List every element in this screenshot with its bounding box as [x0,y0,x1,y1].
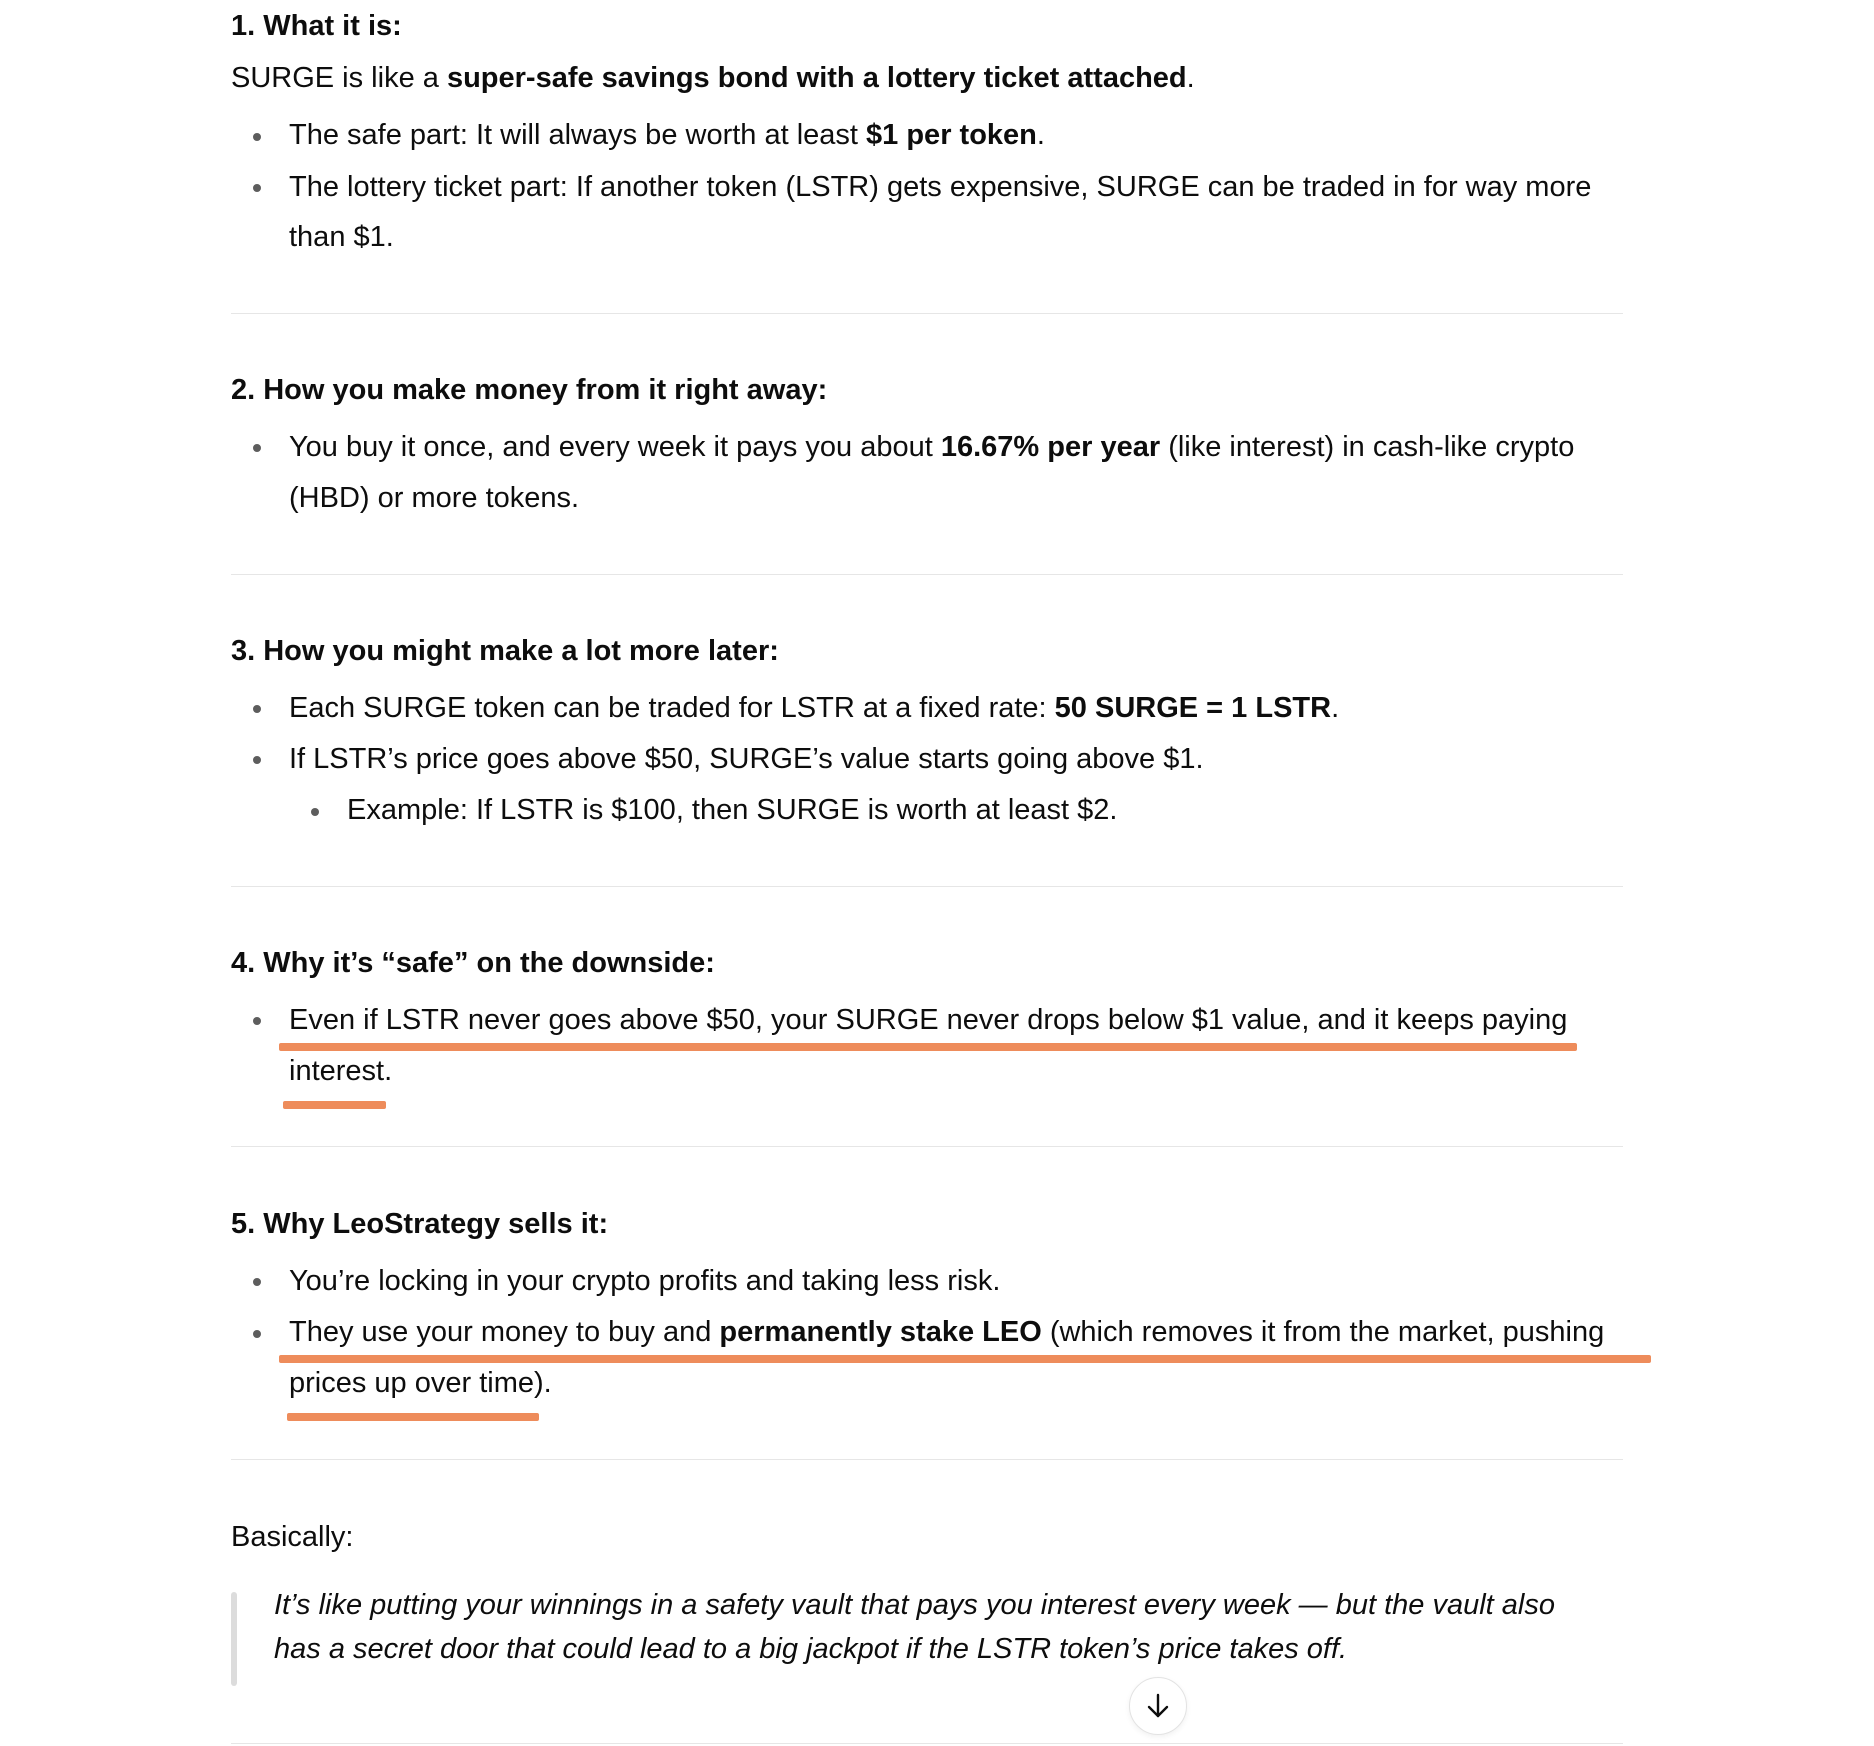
highlight-underline [279,1355,1651,1363]
summary-label: Basically: [231,1521,354,1553]
section-4-heading: 4. Why it’s “safe” on the downside: [231,947,715,979]
section-3-bullet-2: If LSTR’s price goes above $50, SURGE’s value starts going above $1. [289,743,1204,775]
summary-quote-line-1: It’s like putting your winnings in a safety vault that pays you interest every week — but the vault also [274,1589,1555,1621]
summary-quote-line-2: has a secret door that could lead to a big jackpot if the LSTR token’s price takes off. [274,1633,1348,1665]
section-4-bullet-1-line-1: Even if LSTR never goes above $50, your SURGE never drops below $1 value, and it keeps paying [289,1004,1568,1036]
bullet-dot [253,1017,261,1025]
section-2-bullet-1-line-2: (HBD) or more tokens. [289,482,580,514]
bullet-dot [253,444,261,452]
arrow-down-icon [1145,1692,1171,1720]
bullet-dot [253,756,261,764]
section-1-bullet-1: The safe part: It will always be worth at least $1 per token. [289,119,1045,151]
section-5-heading: 5. Why LeoStrategy sells it: [231,1208,609,1240]
highlight-underline [283,1101,386,1109]
section-3-sub-bullet: Example: If LSTR is $100, then SURGE is worth at least $2. [347,794,1118,826]
section-divider [231,886,1623,887]
scroll-to-bottom-button[interactable] [1129,1677,1187,1735]
section-divider [231,1743,1623,1744]
bullet-dot [253,1330,261,1338]
section-1-bullet-2-line-2: than $1. [289,221,394,253]
bullet-dot [253,133,261,141]
section-divider [231,574,1623,575]
section-2-heading: 2. How you make money from it right away: [231,374,828,406]
highlight-underline [287,1413,539,1421]
section-3-heading: 3. How you might make a lot more later: [231,635,779,667]
highlight-underline [279,1043,1577,1051]
bullet-dot [253,705,261,713]
section-5-bullet-2-line-2: prices up over time). [289,1367,552,1399]
blockquote-bar [231,1592,237,1686]
section-divider [231,313,1623,314]
section-3-bullet-1: Each SURGE token can be traded for LSTR at a fixed rate: 50 SURGE = 1 LSTR. [289,692,1340,724]
section-1-heading: 1. What it is: [231,10,402,42]
bullet-dot [253,1278,261,1286]
section-1-bullet-2-line-1: The lottery ticket part: If another token (LSTR) gets expensive, SURGE can be traded in for way more [289,171,1592,203]
section-1-intro: SURGE is like a super-safe savings bond with a lottery ticket attached. [231,62,1195,94]
bullet-dot [253,184,261,192]
section-4-bullet-1-line-2: interest. [289,1055,393,1087]
sub-bullet-dot [311,808,319,816]
section-divider [231,1459,1623,1460]
section-2-bullet-1-line-1: You buy it once, and every week it pays you about 16.67% per year (like interest) in cash-like crypto [289,431,1575,463]
section-5-bullet-1: You’re locking in your crypto profits and taking less risk. [289,1265,1001,1297]
section-5-bullet-2-line-1: They use your money to buy and permanently stake LEO (which removes it from the market, pushing [289,1316,1605,1348]
section-divider [231,1146,1623,1147]
